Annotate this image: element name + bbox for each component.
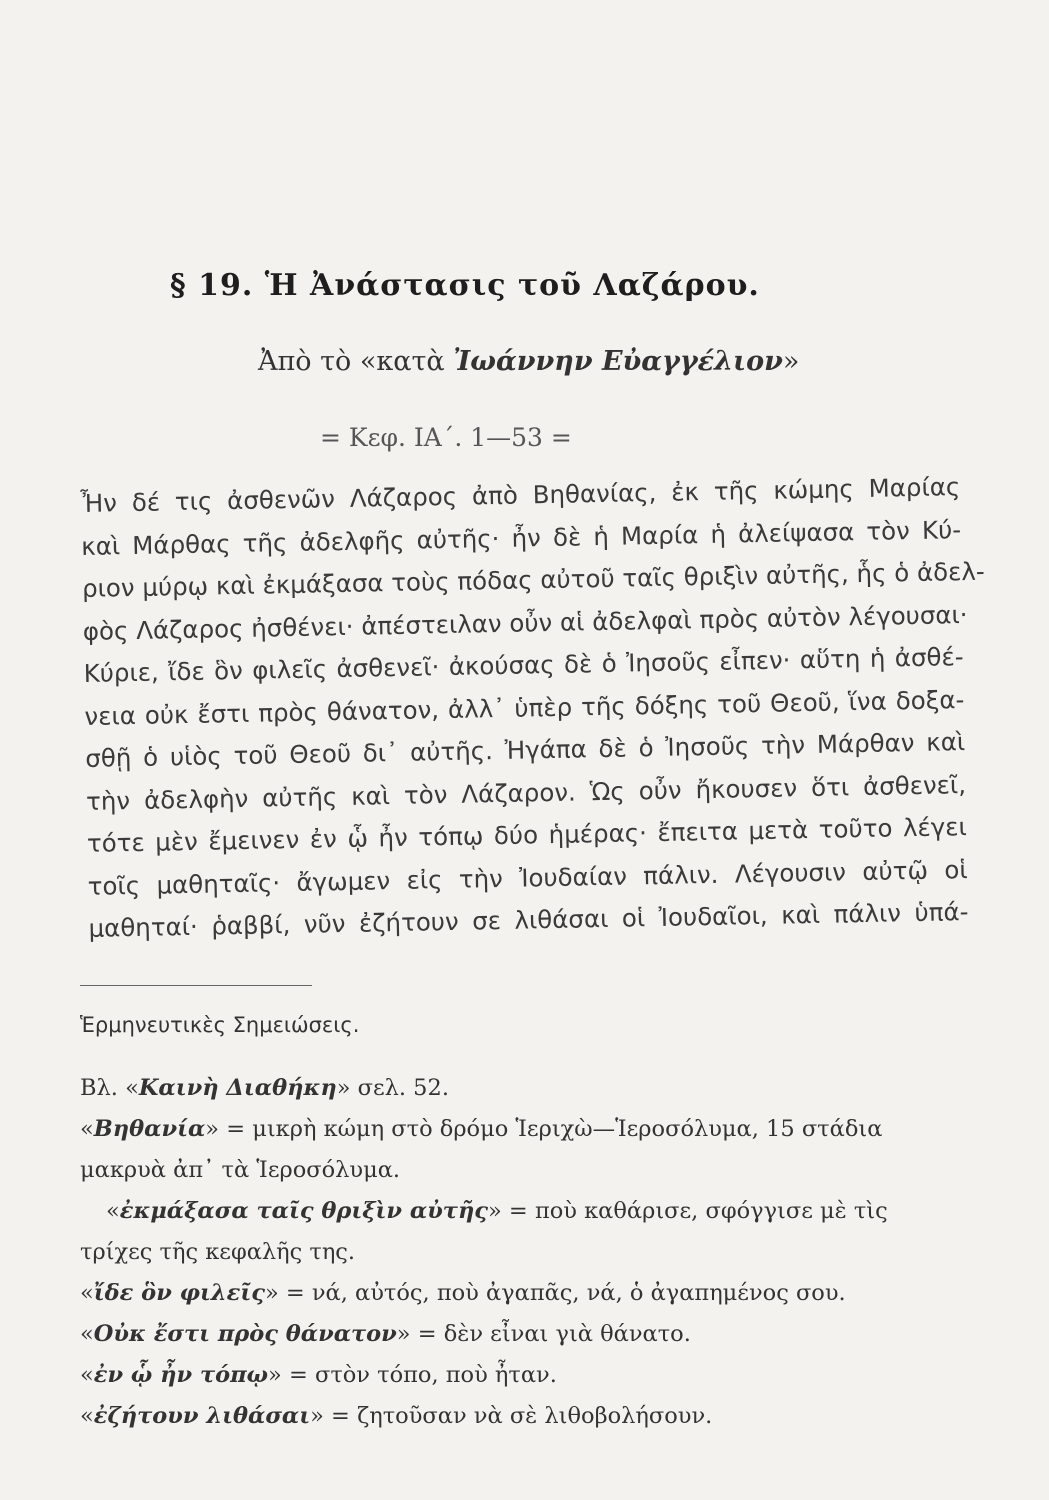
note-item: «Οὐκ ἔστι πρὸς θάνατον» = δὲν εἶναι γιὰ θάνατο. (80, 1321, 691, 1347)
body-line: τοῖς μαθηταῖς· ἄγωμεν εἰς τὴν Ἰουδαίαν πάλιν. Λέγουσιν αὐτῷ οἱ (87, 854, 968, 901)
source-title: Ἰωάννην Εὐαγγέλιον (453, 346, 783, 377)
body-line: φὸς Λάζαρος ἠσθένει· ἀπέστειλαν οὖν αἱ ἀδελφαὶ πρὸς αὐτὸν λέγουσαι· (82, 599, 968, 646)
section-heading: § 19. Ἡ Ἀνάστασις τοῦ Λαζάρου. (170, 268, 760, 303)
note-term: Οὐκ ἔστι πρὸς θάνατον (93, 1321, 397, 1347)
note-term: ἐζήτουν λιθάσαι (93, 1403, 311, 1429)
note-item: «Βηθανία» = μικρὴ κώμη στὸ δρόμο Ἱεριχὼ—Ἱεροσόλυμα, 15 στάδια (80, 1116, 883, 1142)
body-line: Ἦν δέ τις ἀσθενῶν Λάζαρος ἀπὸ Βηθανίας, ἐκ τῆς κώμης Μαρίας (80, 472, 961, 518)
note-term: ἐκμάξασα ταῖς θριξὶν αὐτῆς (119, 1198, 488, 1224)
note-text: = στὸν τόπο, ποὺ ἦταν. (281, 1362, 557, 1388)
note-continuation: τρίχες τῆς κεφαλῆς της. (80, 1239, 356, 1265)
body-line: καὶ Μάρθας τῆς ἀδελφῆς αὐτῆς· ἦν δὲ ἡ Μαρία ἡ ἀλείψασα τὸν Κύ- (80, 514, 962, 561)
note-text: = δὲν εἶναι γιὰ θάνατο. (410, 1321, 691, 1347)
body-text (80, 466, 985, 950)
note-item: «ἐκμάξασα ταῖς θριξὶν αὐτῆς» = ποὺ καθάρισε, σφόγγισε μὲ τὶς (106, 1198, 888, 1224)
body-line: τότε μὲν ἔμεινεν ἐν ᾧ ἦν τόπῳ δύο ἡμέρας· ἔπειτα μετὰ τοῦτο λέγει (86, 812, 968, 858)
note-item: «ἐζήτουν λιθάσαι» = ζητοῦσαν νὰ σὲ λιθοβολήσουν. (80, 1403, 713, 1429)
note-term: Βηθανία (93, 1116, 206, 1142)
body-line: τὴν ἀδελφὴν αὐτῆς καὶ τὸν Λάζαρον. Ὡς οὖν ἤκουσεν ὅτι ἀσθενεῖ, (85, 769, 967, 816)
note-text: = ζητοῦσαν νὰ σὲ λιθοβολήσουν. (323, 1403, 713, 1429)
footnote-divider (80, 985, 312, 986)
body-line: μαθηταί· ῥαββί, νῦν ἐζήτουν σε λιθάσαι οἱ Ἰουδαῖοι, καὶ πάλιν ὑπά- (88, 897, 969, 943)
note-term: ἴδε ὃν φιλεῖς (93, 1280, 265, 1306)
note-item: «ἴδε ὃν φιλεῖς» = νά, αὐτός, ποὺ ἀγαπᾶς, νά, ὁ ἀγαπημένος σου. (80, 1280, 846, 1306)
chapter-reference: = Κεφ. ΙΑ΄. 1—53 = (320, 423, 572, 452)
body-line: σθῇ ὁ υἱὸς τοῦ Θεοῦ δι᾽ αὐτῆς. Ἠγάπα δὲ ὁ Ἰησοῦς τὴν Μάρθαν καὶ (85, 727, 966, 773)
source-line (258, 346, 799, 377)
note-continuation: μακρυὰ ἀπ᾽ τὰ Ἱεροσόλυμα. (80, 1157, 401, 1183)
note-text: = μικρὴ κώμη στὸ δρόμο Ἱεριχὼ—Ἱεροσόλυμα, 15 στάδια (219, 1116, 883, 1142)
note-text: = νά, αὐτός, ποὺ ἀγαπᾶς, νά, ὁ ἀγαπημένος σου. (278, 1280, 846, 1306)
body-line: νεια οὐκ ἔστι πρὸς θάνατον, ἀλλ᾽ ὑπὲρ τῆς δόξης τοῦ Θεοῦ, ἵνα δοξα- (84, 684, 965, 731)
body-line: Κύριε, ἴδε ὃν φιλεῖς ἀσθενεῖ· ἀκούσας δὲ ὁ Ἰησοῦς εἶπεν· αὕτη ἡ ἀσθέ- (83, 642, 964, 688)
note-term: Καινὴ Διαθήκη (138, 1075, 337, 1101)
note-item: «ἐν ᾧ ἦν τόπῳ» = στὸν τόπο, ποὺ ἦταν. (80, 1362, 557, 1388)
note-reference: Βλ. «Καινὴ Διαθήκη» σελ. 52. (80, 1075, 449, 1101)
source-suffix: » (782, 346, 800, 377)
body-line: ριον μύρῳ καὶ ἐκμάξασα τοὺς πόδας αὐτοῦ ταῖς θριξὶν αὐτῆς, ἧς ὁ ἀδελ- (81, 556, 985, 603)
source-prefix: Ἀπὸ τὸ «κατὰ (258, 346, 445, 377)
note-text: = ποὺ καθάρισε, σφόγγισε μὲ τὶς (501, 1198, 888, 1224)
notes-title: Ἑρμηνευτικὲς Σημειώσεις. (80, 1013, 360, 1037)
notes-list (80, 1068, 960, 1437)
note-term: ἐν ᾧ ἦν τόπῳ (93, 1362, 269, 1388)
